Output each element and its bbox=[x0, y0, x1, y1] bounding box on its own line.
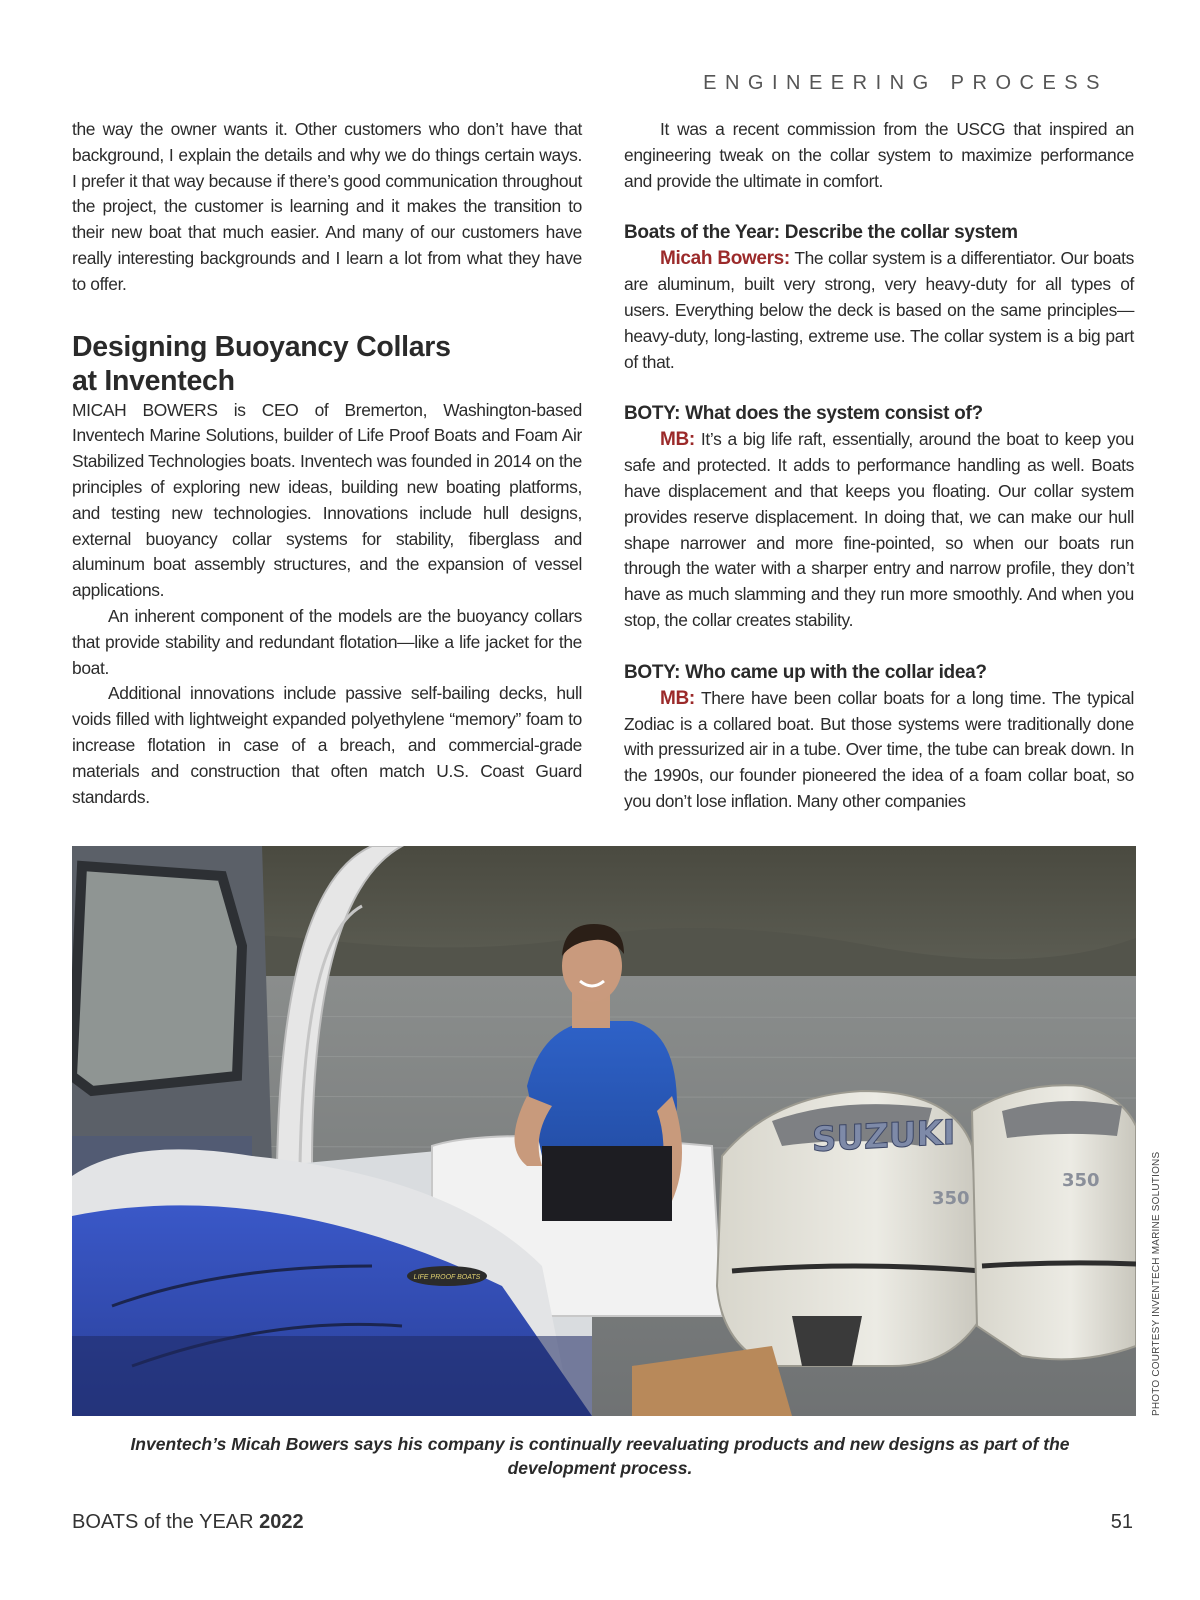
answer-2 bbox=[624, 427, 1134, 633]
left-paragraph-1: the way the owner wants it. Other customers who don’t have that background, I explain the details and why we do things certain ways. I prefer it that way because if there’s good communication throughout the project, the customer is learning and it makes the transition to their new boat that much easier. And many of our customers have really interesting backgrounds and I learn a lot from what they have to offer. bbox=[72, 119, 582, 294]
outboard-motor-front bbox=[717, 1091, 982, 1366]
engine-brand-label: SUZUKI bbox=[812, 1112, 956, 1161]
section-heading: Designing Buoyancy Collars at Inventech bbox=[72, 330, 451, 397]
speaker-3: MB: bbox=[660, 687, 695, 709]
left-paragraph-3: An inherent component of the models are the buoyancy collars that provide stability and redundant flotation—like a life jacket for the boat. bbox=[72, 605, 582, 678]
boat-photo bbox=[72, 846, 1136, 1416]
question-1: Boats of the Year: Describe the collar system bbox=[624, 222, 1018, 244]
photo-credit: PHOTO COURTESY INVENTECH MARINE SOLUTIONS bbox=[1151, 1151, 1162, 1416]
answer-1 bbox=[624, 246, 1134, 375]
publication-footer bbox=[72, 1511, 304, 1534]
answer-3 bbox=[624, 686, 1134, 815]
left-paragraph-4: Additional innovations include passive self-bailing decks, hull voids filled with lightweight expanded polyethylene “memory” foam to increase flotation in case of a breach, and commercial-grade materials and construction that often match U.S. Coast Guard standards. bbox=[72, 683, 582, 807]
question-2: BOTY: What does the system consist of? bbox=[624, 403, 983, 425]
publication-year: 2022 bbox=[259, 1511, 304, 1533]
engine-hp-label-1: 350 bbox=[932, 1188, 970, 1209]
answer-3-text: There have been collar boats for a long time. The typical Zodiac is a collared boat. But those systems were traditionally done with pressurized air in a tube. Over time, the tube can break down. In the 1990s, our founder pioneered the idea of a foam collar boat, so you don’t lose inflation. Many other companies bbox=[624, 687, 1134, 811]
question-3: BOTY: Who came up with the collar idea? bbox=[624, 661, 987, 683]
right-column bbox=[624, 117, 1134, 815]
answer-2-text: It’s a big life raft, essentially, around the boat to keep you safe and protected. It adds to performance handling as well. Boats have displacement and that keeps you floating. Our collar system provides reserve displacement. In doing that, we can make our hull shape narrower and more fine-pointed, so when our boats run through the water with a sharper entry and narrow profile, they don’t have as much slamming and they run more smoothly. And when you stop, the collar creates stability. bbox=[624, 429, 1134, 630]
engine-hp-label-2: 350 bbox=[1062, 1170, 1100, 1191]
page-number: 51 bbox=[1110, 1511, 1133, 1533]
publication-name: BOATS of the YEAR bbox=[72, 1511, 254, 1533]
left-paragraph-2: MICAH BOWERS is CEO of Bremerton, Washington-based Inventech Marine Solutions, builder of Life Proof Boats and Foam Air Stabilized Technologies boats. Inventech was founded in 2014 on the principles of exploring new ideas, building new boating platforms, and testing new technologies. Innovations include hull designs, external buoyancy collar systems for stability, fiberglass and aluminum boat assembly structures, and the expansion of vessel applications. bbox=[72, 399, 582, 601]
answer-1-text: The collar system is a differentiator. Our boats are aluminum, built very strong, very heavy-duty for all types of users. Everything below the deck is based on the same principles—heavy-duty, long-lasting, extreme use. The collar system is a big part of that. bbox=[624, 248, 1134, 372]
right-paragraph-1: It was a recent commission from the USCG that inspired an engineering tweak on the collar system to maximize performance and provide the ultimate in comfort. bbox=[624, 119, 1134, 191]
left-column bbox=[72, 117, 582, 810]
speaker-1: Micah Bowers: bbox=[660, 248, 790, 270]
photo-caption: Inventech’s Micah Bowers says his company is continually reevaluating products and new designs as part of the development process. bbox=[130, 1434, 1070, 1478]
collar-logo-text: LIFE PROOF BOATS bbox=[413, 1274, 481, 1281]
cabin-window bbox=[72, 866, 242, 1091]
section-label: ENGINEERING PROCESS bbox=[703, 72, 1108, 94]
outboard-motor-rear bbox=[972, 1085, 1136, 1359]
speaker-2: MB: bbox=[660, 429, 695, 451]
boat-photo-illustration bbox=[72, 846, 1136, 1416]
